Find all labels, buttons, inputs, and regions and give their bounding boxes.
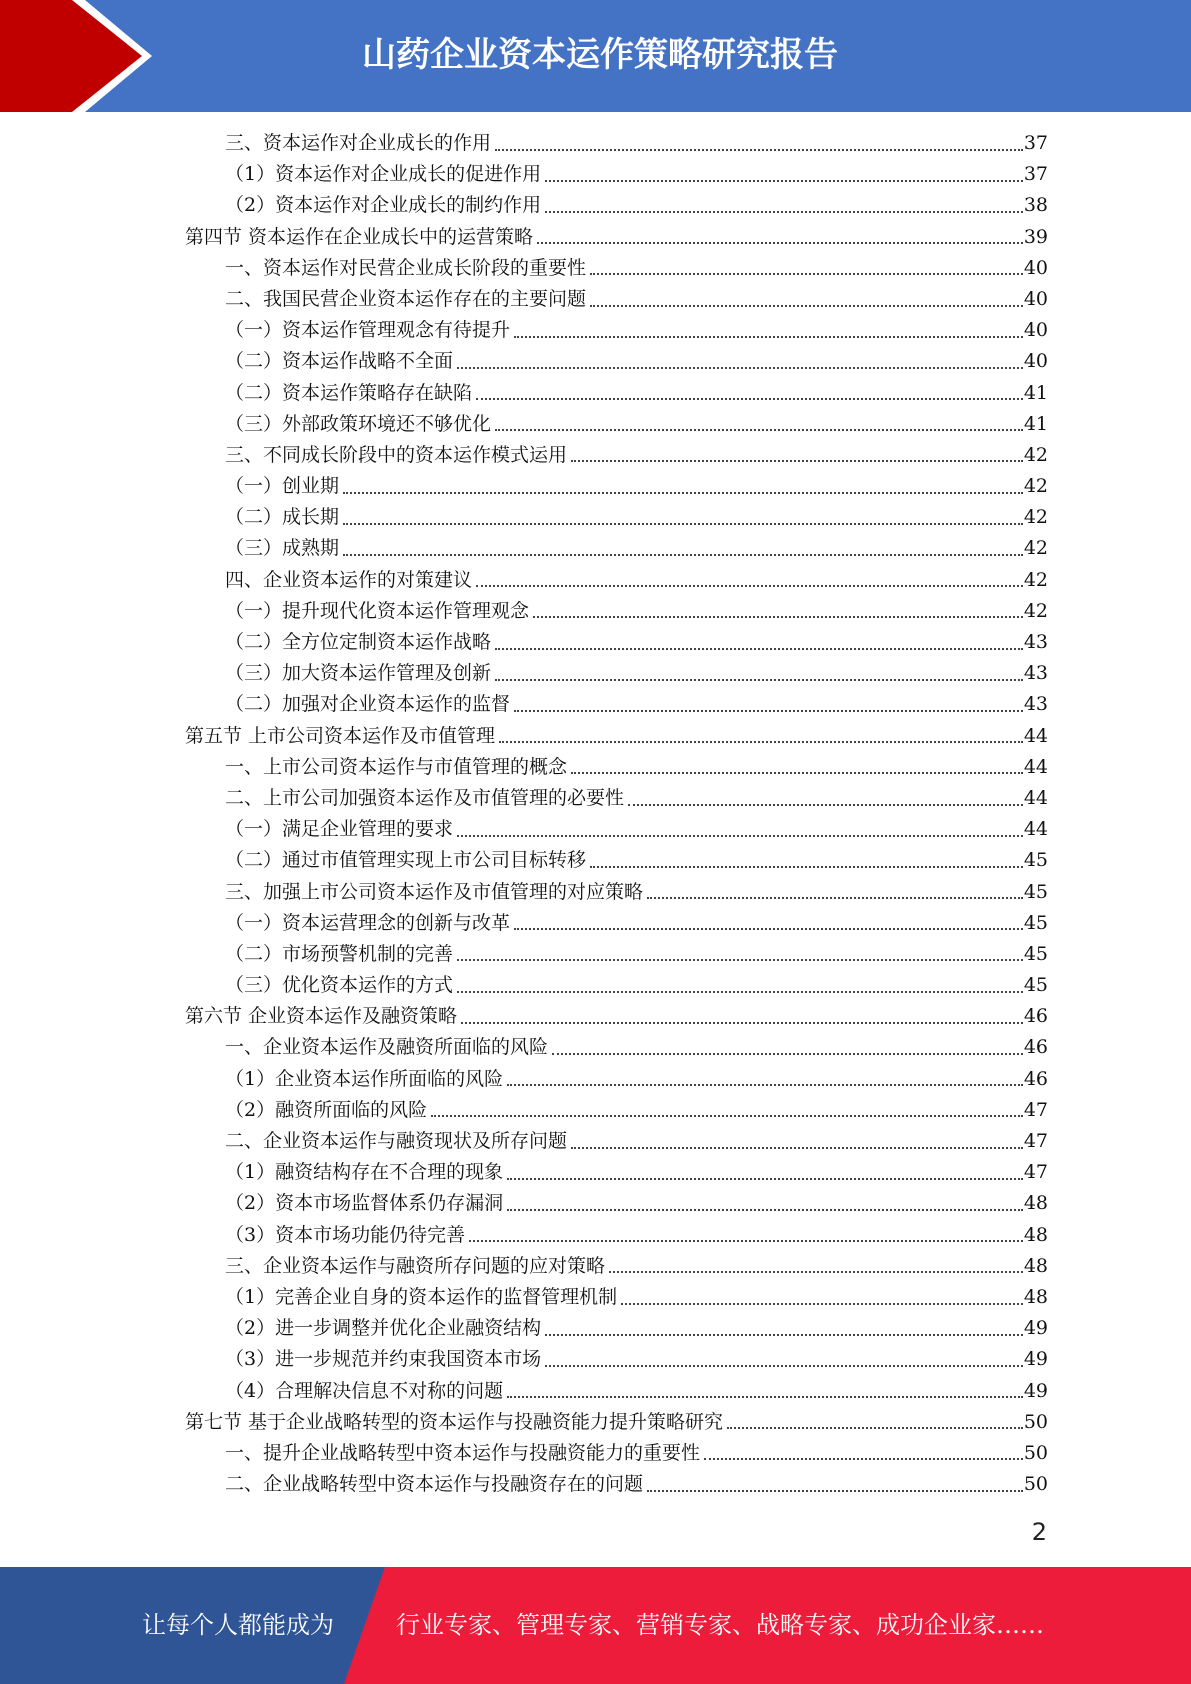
toc-entry[interactable] [185,1126,1048,1157]
toc-leader-dots [590,866,1023,868]
toc-leader-dots [647,897,1023,899]
toc-entry-page: 37 [1023,132,1048,154]
toc-entry[interactable] [185,814,1048,845]
toc-leader-dots [537,242,1023,244]
toc-entry-title: （一）资本运营理念的创新与改革 [225,911,511,934]
toc-leader-dots [476,585,1023,587]
toc-entry[interactable] [185,378,1048,409]
toc-entry-title: （2）融资所面临的风险 [225,1098,428,1121]
toc-entry-page: 42 [1023,506,1048,529]
toc-entry-title: （二）加强对企业资本运作的监督 [225,693,511,716]
toc-entry-page: 44 [1023,755,1048,778]
toc-entry-page: 48 [1023,1285,1048,1308]
toc-entry-title: （一）创业期 [225,475,340,498]
toc-leader-dots [704,1458,1023,1460]
toc-leader-dots [495,149,1023,151]
toc-leader-dots [507,1209,1023,1211]
toc-entry[interactable] [185,409,1048,440]
toc-entry[interactable] [185,721,1048,752]
toc-entry-page: 44 [1023,818,1048,841]
toc-entry[interactable] [185,1407,1048,1438]
toc-entry[interactable] [185,1344,1048,1375]
toc-entry-title: 第七节 基于企业战略转型的资本运作与投融资能力提升策略研究 [185,1410,724,1433]
toc-entry-page: 45 [1023,942,1048,965]
toc-entry-title: （二）资本运作战略不全面 [225,350,454,373]
toc-entry-page: 40 [1023,287,1048,310]
toc-entry-page: 47 [1023,1098,1048,1121]
toc-leader-dots [571,772,1023,774]
toc-leader-dots [507,1396,1023,1398]
toc-entry-title: 第五节 上市公司资本运作及市值管理 [185,724,496,747]
toc-entry-title: （三）外部政策环境还不够优化 [225,412,492,435]
toc-leader-dots [457,991,1023,993]
toc-entry-title: 二、我国民营企业资本运作存在的主要问题 [225,287,587,310]
toc-entry-title: 二、企业战略转型中资本运作与投融资存在的问题 [225,1473,644,1496]
toc-entry[interactable] [185,658,1048,689]
toc-entry-title: 一、企业资本运作及融资所面临的风险 [225,1036,549,1059]
toc-leader-dots [514,336,1023,338]
toc-entry-title: 二、上市公司加强资本运作及市值管理的必要性 [225,786,625,809]
toc-entry-page: 37 [1023,163,1048,186]
toc-entry-page: 49 [1023,1379,1048,1402]
toc-entry-title: 一、上市公司资本运作与市值管理的概念 [225,755,568,778]
toc-entry-title: 三、企业资本运作与融资所存问题的应对策略 [225,1254,606,1277]
toc-entry[interactable] [185,1313,1048,1344]
toc-entry-title: （2）资本市场监督体系仍存漏洞 [225,1192,504,1215]
toc-entry[interactable] [185,783,1048,814]
toc-entry-page: 49 [1023,1317,1048,1340]
toc-entry-title: 三、不同成长阶段中的资本运作模式运用 [225,443,568,466]
toc-entry-title: （1）资本运作对企业成长的促进作用 [225,163,542,186]
toc-entry[interactable] [185,533,1048,564]
toc-entry-page: 48 [1023,1254,1048,1277]
page-number: 2 [1031,1518,1047,1546]
toc-leader-dots [545,1365,1023,1367]
toc-entry[interactable] [185,159,1048,190]
toc-entry-page: 45 [1023,911,1048,934]
toc-entry-page: 43 [1023,631,1048,653]
toc-entry-page: 44 [1023,724,1048,747]
toc-leader-dots [647,1490,1023,1492]
toc-entry-title: （2）资本运作对企业成长的制约作用 [225,194,542,217]
toc-leader-dots [457,959,1023,961]
toc-leader-dots [457,367,1023,369]
toc-entry-title: 二、企业资本运作与融资现状及所存问题 [225,1130,568,1152]
toc-entry-title: （二）成长期 [225,506,340,529]
page-footer [0,1567,1191,1684]
toc-entry[interactable] [185,1188,1048,1219]
toc-entry[interactable] [185,596,1048,627]
toc-entry-page: 45 [1023,849,1048,872]
toc-entry[interactable] [185,440,1048,471]
toc-entry-title: （一）资本运作管理观念有待提升 [225,319,511,342]
toc-entry[interactable] [185,222,1048,253]
toc-leader-dots [495,679,1023,681]
toc-entry-page: 45 [1023,974,1048,997]
toc-entry[interactable] [185,315,1048,346]
toc-leader-dots [727,1427,1023,1429]
toc-entry[interactable] [185,939,1048,970]
toc-leader-dots [552,1053,1023,1055]
toc-entry-page: 42 [1023,475,1048,498]
toc-entry[interactable] [185,128,1048,159]
toc-entry[interactable] [185,1438,1048,1469]
toc-entry-page: 47 [1023,1130,1048,1152]
toc-leader-dots [495,648,1023,650]
toc-entry-title: （1）企业资本运作所面临的风险 [225,1067,504,1090]
toc-entry[interactable] [185,1064,1048,1095]
toc-entry-page: 46 [1023,1036,1048,1059]
toc-entry-page: 46 [1023,1067,1048,1090]
table-of-contents [185,128,1048,1500]
toc-entry-title: （二）市场预警机制的完善 [225,942,454,965]
toc-entry[interactable] [185,346,1048,377]
toc-entry-title: （三）优化资本运作的方式 [225,974,454,997]
toc-entry[interactable] [185,284,1048,315]
toc-entry-page: 44 [1023,786,1048,809]
toc-entry-page: 42 [1023,443,1048,466]
toc-leader-dots [495,429,1023,431]
toc-entry-page: 42 [1023,537,1048,560]
toc-entry-title: （二）全方位定制资本运作战略 [225,631,492,653]
toc-entry-page: 50 [1023,1441,1048,1464]
toc-leader-dots [457,835,1023,837]
toc-entry-page: 42 [1023,568,1048,591]
toc-leader-dots [590,273,1023,275]
toc-leader-dots [590,305,1023,307]
toc-entry-title: （一）满足企业管理的要求 [225,818,454,841]
toc-leader-dots [343,492,1023,494]
toc-entry-title: 一、资本运作对民营企业成长阶段的重要性 [225,256,587,279]
toc-entry[interactable] [185,1095,1048,1126]
toc-leader-dots [571,460,1023,462]
toc-entry[interactable] [185,190,1048,221]
toc-entry[interactable] [185,1469,1048,1500]
toc-entry-title: （3）资本市场功能仍待完善 [225,1223,466,1246]
toc-leader-dots [476,398,1023,400]
toc-leader-dots [469,1240,1023,1242]
toc-leader-dots [621,1303,1023,1305]
toc-entry[interactable] [185,1032,1048,1063]
toc-entry[interactable] [185,502,1048,533]
toc-entry[interactable] [185,877,1048,908]
toc-entry[interactable] [185,253,1048,284]
toc-leader-dots [533,616,1023,618]
toc-entry-page: 46 [1023,1005,1048,1028]
toc-entry-page: 40 [1023,256,1048,279]
toc-leader-dots [609,1271,1023,1273]
toc-entry-title: （二）通过市值管理实现上市公司目标转移 [225,849,587,872]
toc-entry-page: 48 [1023,1192,1048,1215]
toc-entry-page: 49 [1023,1348,1048,1371]
toc-leader-dots [499,741,1023,743]
footer-slogan: 让每个人都能成为 [142,1611,334,1639]
toc-entry-title: （3）进一步规范并约束我国资本市场 [225,1348,542,1371]
toc-entry[interactable] [185,1220,1048,1251]
toc-entry[interactable] [185,752,1048,783]
toc-entry-page: 42 [1023,599,1048,622]
toc-entry-page: 39 [1023,225,1048,248]
toc-leader-dots [571,1147,1023,1149]
toc-entry-title: （二）资本运作策略存在缺陷 [225,381,473,404]
toc-leader-dots [461,1022,1023,1024]
toc-entry-page: 43 [1023,693,1048,716]
toc-entry[interactable] [185,1157,1048,1188]
toc-entry-page: 43 [1023,662,1048,685]
toc-entry-title: 第四节 资本运作在企业成长中的运营策略 [185,225,534,248]
toc-entry-title: （1）融资结构存在不合理的现象 [225,1161,504,1184]
footer-tagline: 行业专家、管理专家、营销专家、战略专家、成功企业家…… [396,1611,1044,1639]
toc-entry-page: 48 [1023,1223,1048,1246]
toc-entry-title: （4）合理解决信息不对称的问题 [225,1379,504,1402]
toc-leader-dots [431,1115,1023,1117]
toc-entry-title: （三）加大资本运作管理及创新 [225,662,492,685]
toc-entry-page: 41 [1023,381,1048,404]
toc-entry-page: 45 [1023,880,1048,903]
toc-entry-title: 三、加强上市公司资本运作及市值管理的对应策略 [225,880,644,903]
toc-entry-title: （2）进一步调整并优化企业融资结构 [225,1317,542,1340]
toc-entry[interactable] [185,689,1048,720]
toc-entry[interactable] [185,627,1048,658]
toc-entry[interactable] [185,1001,1048,1032]
toc-entry-title: （三）成熟期 [225,537,340,560]
toc-entry-page: 50 [1023,1473,1048,1496]
toc-entry[interactable] [185,970,1048,1001]
report-title: 山药企业资本运作策略研究报告 [362,35,838,75]
toc-entry[interactable] [185,471,1048,502]
toc-entry[interactable] [185,845,1048,876]
toc-leader-dots [628,804,1023,806]
toc-entry-title: 第六节 企业资本运作及融资策略 [185,1005,458,1028]
toc-entry[interactable] [185,1251,1048,1282]
toc-entry-title: 四、企业资本运作的对策建议 [225,568,473,591]
toc-entry-title: 三、资本运作对企业成长的作用 [225,132,492,154]
toc-leader-dots [545,1334,1023,1336]
toc-leader-dots [507,1178,1023,1180]
toc-leader-dots [343,523,1023,525]
toc-leader-dots [514,710,1023,712]
toc-entry-page: 41 [1023,412,1048,435]
toc-entry[interactable] [185,565,1048,596]
toc-leader-dots [507,1084,1023,1086]
toc-leader-dots [343,554,1023,556]
toc-leader-dots [545,211,1023,213]
toc-entry[interactable] [185,1376,1048,1407]
toc-entry-title: （1）完善企业自身的资本运作的监督管理机制 [225,1285,618,1308]
toc-leader-dots [514,928,1023,930]
toc-entry-title: （一）提升现代化资本运作管理观念 [225,599,530,622]
toc-entry-page: 50 [1023,1410,1048,1433]
toc-leader-dots [545,180,1023,182]
toc-entry[interactable] [185,1282,1048,1313]
toc-entry-page: 38 [1023,194,1048,217]
toc-entry[interactable] [185,908,1048,939]
toc-entry-page: 40 [1023,319,1048,342]
page-header [0,0,1191,112]
toc-entry-page: 40 [1023,350,1048,373]
toc-entry-page: 47 [1023,1161,1048,1184]
toc-entry-title: 一、提升企业战略转型中资本运作与投融资能力的重要性 [225,1441,701,1464]
